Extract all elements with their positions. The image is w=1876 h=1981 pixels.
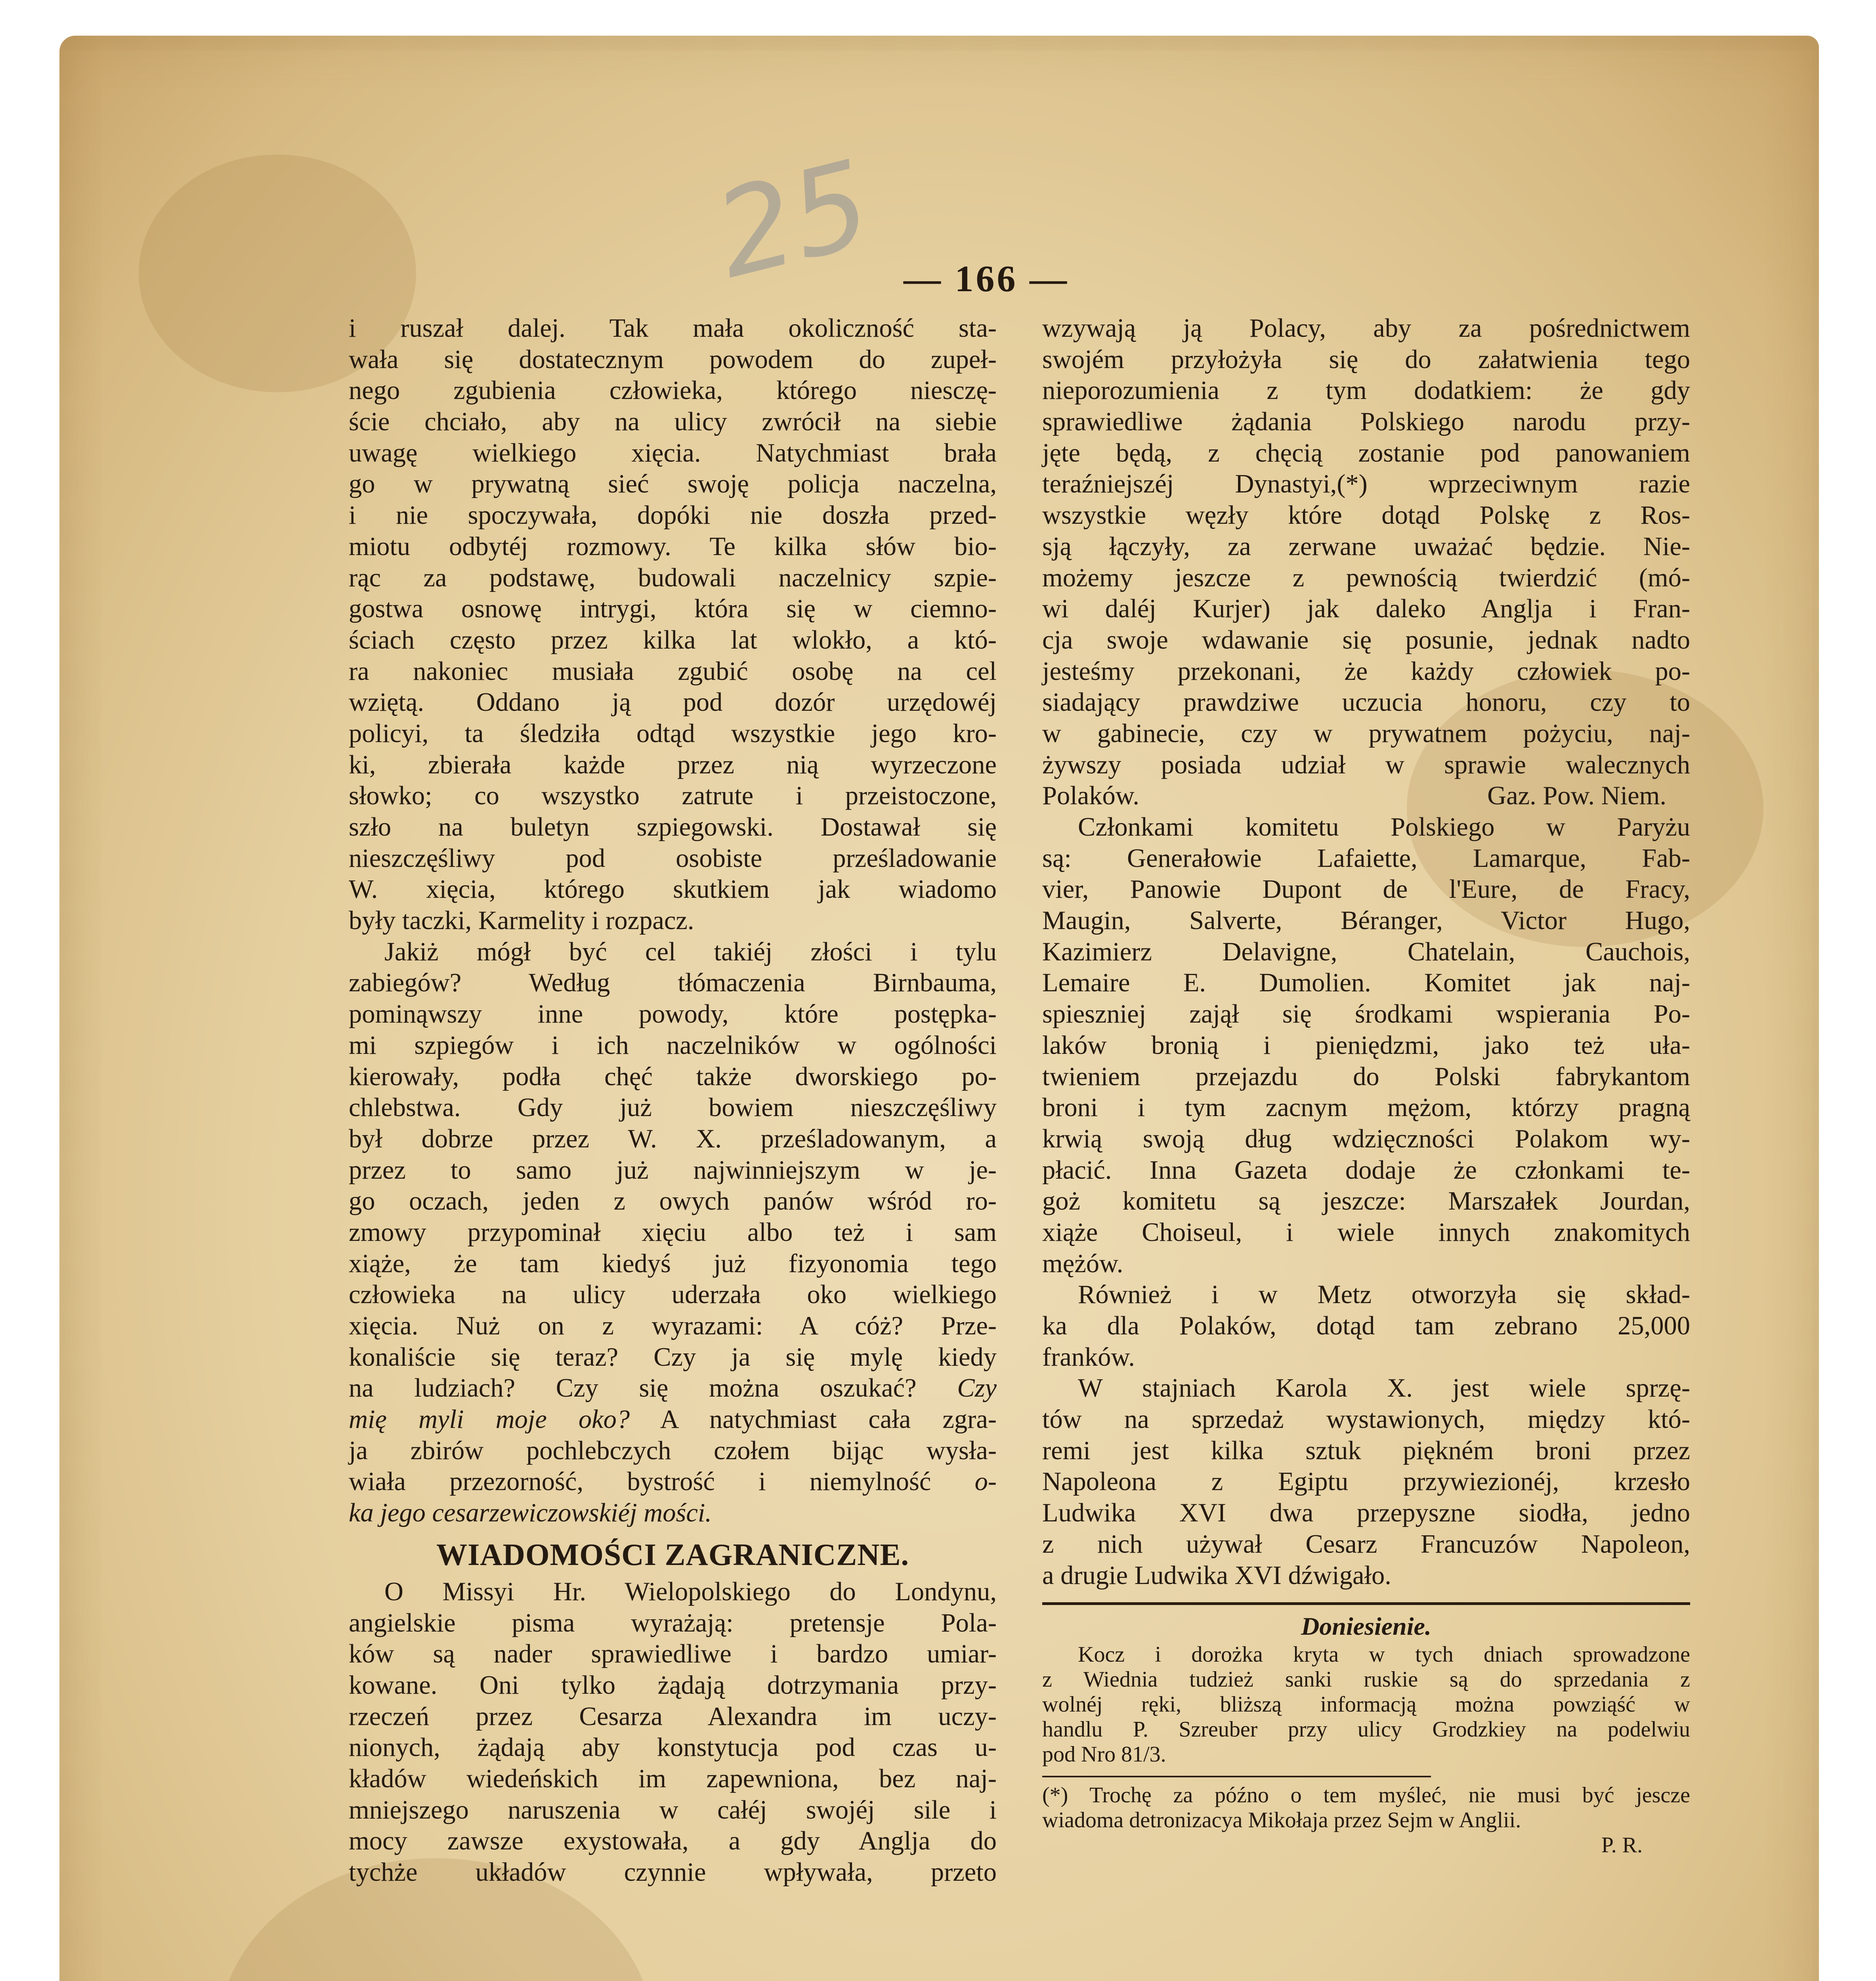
text-line: mężów.: [1042, 1249, 1123, 1278]
text-line: płacić. Inna Gazeta dodaje że członkami te-: [1042, 1155, 1690, 1185]
text-line: sją łączyły, za zerwane uważać będzie. Nie-: [1042, 532, 1690, 561]
right-paragraph-4: [1042, 1373, 1690, 1591]
text-line: tychże układów czynnie wpływała, przeto: [349, 1858, 997, 1887]
pencil-mark: 25: [703, 134, 883, 305]
text-line: na ludziach? Czy się można oszukać? Czy: [349, 1374, 997, 1403]
text-line: gostwa osnowę intrygi, która się w ciemno-: [349, 594, 997, 624]
text-line: ków są nader sprawiedliwe i bardzo umiar-: [349, 1639, 997, 1669]
text-line: były taczki, Karmelity i rozpacz.: [349, 906, 694, 935]
text-line: kierowały, podła chęć także dworskiego po-: [349, 1062, 997, 1091]
text-line: laków bronią i pieniędzmi, jako też uła-: [1042, 1031, 1690, 1060]
text-line: Kazimierz Delavigne, Chatelain, Cauchois,: [1042, 937, 1690, 966]
text-line: remi jest kilka sztuk piękném broni przez: [1042, 1436, 1690, 1465]
text-line: człowieka na ulicy uderzała oko wielkiego: [349, 1280, 997, 1309]
text-line: Lemaire E. Dumolien. Komitet jak naj-: [1042, 968, 1690, 998]
text-line: słowko; co wszystko zatrute i przeistoczone,: [349, 781, 997, 811]
text-line: przez to samo już najwinniejszym w je-: [349, 1155, 997, 1185]
text-line: ra nakoniec musiała zgubić osobę na cel: [349, 657, 997, 686]
text-line: zabiegów? Według tłómaczenia Birnbauma,: [349, 968, 997, 998]
text-line: z nich używał Cesarz Francuzów Napoleon,: [1042, 1529, 1690, 1559]
text-line: kładów wiedeńskich im zapewniona, bez naj-: [349, 1764, 997, 1793]
text-line: w gabinecie, czy w prywatnem pożyciu, naj-: [1042, 719, 1690, 748]
text-line: jesteśmy przekonani, że każdy człowiek po-: [1042, 657, 1690, 686]
text-line: policyi, ta śledziła odtąd wszystkie jego kro-: [349, 719, 997, 748]
text-line: xiąże Choiseul, i wiele innych znakomitych: [1042, 1218, 1690, 1247]
text-line: ki, zbierała każde przez nią wyrzeczone: [349, 750, 997, 779]
text-line: W stajniach Karola X. jest wiele sprzę-: [1078, 1374, 1690, 1403]
text-line: handlu P. Szreuber przy ulicy Grodzkiey na podelwiu: [1042, 1717, 1690, 1742]
text-line: mię myli moje oko? A natychmiast cała zgra-: [349, 1405, 997, 1434]
right-paragraph-1: [1042, 313, 1690, 781]
text-line: go w prywatną sieć swoję policja naczelna,: [349, 469, 997, 499]
text-line: są: Generałowie Lafaiette, Lamarque, Fab-: [1042, 844, 1690, 873]
text-line: nionych, żądają aby konstytucja pod czas u-: [349, 1733, 997, 1762]
text-line: go oczach, jeden z owych panów wśród ro-: [349, 1187, 997, 1216]
text-line: ście chciało, aby na ulicy zwrócił na siebie: [349, 407, 997, 437]
divider-rule: [1042, 1602, 1690, 1605]
text-line: W. xięcia, którego skutkiem jak wiadomo: [349, 875, 997, 904]
right-paragraph-2: [1042, 812, 1690, 1279]
section-heading: WIADOMOŚCI ZAGRANICZNE.: [436, 1537, 909, 1572]
text-line: broni i tym zacnym mężom, którzy pragną: [1042, 1093, 1690, 1122]
text-line: twieniem przejazdu do Polski fabrykantom: [1042, 1062, 1690, 1091]
text-line: angielskie pisma wyrażają: pretensje Pola-: [349, 1608, 997, 1637]
text-line: swojém przyłożyła się do załatwienia tego: [1042, 345, 1690, 374]
text-line: wiadoma detronizacya Mikołaja przez Sejm w Anglii.: [1042, 1808, 1521, 1833]
text-line: miotu odbytéj rozmowy. Te kilka słów bio-: [349, 532, 997, 561]
text-line: ka jego cesarzewiczowskiéj mości.: [349, 1498, 712, 1528]
text-line: nego zgubienia człowieka, którego niesczę-: [349, 376, 997, 405]
text-line: szło na buletyn szpiegowski. Dostawał się: [349, 813, 997, 842]
text-line: Ludwika XVI dwa przepyszne siodła, jedno: [1042, 1498, 1690, 1528]
text-line: mniejszego naruszenia w całéj swojéj sile i: [349, 1795, 997, 1825]
text-line: zmowy przypominał xięciu albo też i sam: [349, 1218, 997, 1247]
text-line: wziętą. Oddano ją pod dozór urzędowéj: [349, 688, 997, 717]
footnote-text: [1042, 1783, 1690, 1833]
text-line: goż komitetu są jeszcze: Marszałek Jourdan,: [1042, 1187, 1690, 1216]
text-line: krwią swoją dług wdzięczności Polakom wy-: [1042, 1124, 1690, 1153]
text-line: żywszy posiada udział w sprawie walecznych: [1042, 750, 1690, 779]
text-line: xięcia. Nuż on z wyrazami: A cóż? Prze-: [349, 1311, 997, 1340]
italic-text: Czy: [957, 1374, 997, 1403]
italic-text: o-: [974, 1467, 997, 1496]
text-line: xiąże, że tam kiedyś już fizyonomia tego: [349, 1249, 997, 1278]
text-line: tów na sprzedaż wystawionych, między któ-: [1042, 1405, 1690, 1434]
text-line: Również i w Metz otworzyła się skład-: [1078, 1280, 1690, 1309]
text-line: i nie spoczywała, dopóki nie doszła przed-: [349, 501, 997, 530]
text-line: pominąwszy inne powody, które postępka-: [349, 1000, 997, 1029]
text-line: konaliście się teraz? Czy ja się mylę kiedy: [349, 1342, 997, 1372]
text-line: możemy jeszcze z pewnością twierdzić (mó-: [1042, 563, 1690, 592]
text-line: teraźniejszéj Dynastyi,(*) wprzeciwnym razie: [1042, 469, 1690, 499]
text-line: ja zbirów pochlebczych czołem bijąc wysła-: [349, 1436, 997, 1465]
text-line: sprawiedliwe żądania Polskiego narodu przy-: [1042, 407, 1690, 437]
text-line: pod Nro 81/3.: [1042, 1742, 1166, 1767]
text-line: mocy zawsze exystowała, a gdy Anglja do: [349, 1826, 997, 1856]
text-line: nieszczęśliwy pod osobiste prześladowanie: [349, 844, 997, 873]
footnote-signature: P. R.: [1601, 1833, 1643, 1858]
text-line: rąc za podstawę, budowali naczelnicy szpie-: [349, 563, 997, 592]
text-line: O Missyi Hr. Wielopolskiego do Londynu,: [384, 1577, 997, 1606]
left-paragraph-3: [349, 1576, 997, 1888]
text-line: siadający prawdziwe uczucia honoru, czy to: [1042, 688, 1690, 717]
text-line: rzeczeń przez Cesarza Alexandra im uczy-: [349, 1702, 997, 1731]
text-line: Napoleona z Egiptu przywiezionéj, krzesło: [1042, 1467, 1690, 1496]
text-line: chlebstwa. Gdy już bowiem nieszczęśliwy: [349, 1093, 997, 1122]
text-line: nieporozumienia z tym dodatkiem: że gdy: [1042, 376, 1690, 405]
text-line: wszystkie węzły które dotąd Polskę z Ros-: [1042, 501, 1690, 530]
notice-text: [1042, 1642, 1690, 1767]
italic-text: mię myli moje oko?: [349, 1405, 630, 1434]
right-column: [1042, 313, 1690, 1858]
text-line: wzywają ją Polacy, aby za pośrednictwem: [1042, 314, 1690, 343]
text-line: wała się dostatecznym powodem do zupeł-: [349, 345, 997, 374]
left-column: [349, 313, 997, 1888]
text-line: wi daléj Kurjer) jak daleko Anglja i Fran-: [1042, 594, 1690, 624]
page-number: — 166 —: [904, 258, 1069, 300]
text-line: uwagę wielkiego xięcia. Natychmiast brała: [349, 438, 997, 468]
text-line: ka dla Polaków, dotąd tam zebrano 25,000: [1042, 1311, 1690, 1340]
text-line: ściach często przez kilka lat wlokło, a któ-: [349, 625, 997, 655]
text-line: (*) Trochę za późno o tem myśleć, nie musi być jescze: [1042, 1783, 1690, 1808]
text-line: a drugie Ludwika XVI dźwigało.: [1042, 1561, 1391, 1590]
text-line: franków.: [1042, 1342, 1135, 1372]
text-line: Jakiż mógł być cel takiéj złości i tylu: [384, 937, 997, 966]
text-line: wiała przezorność, bystrość i niemylność o-: [349, 1467, 997, 1496]
left-paragraph-1: [349, 313, 997, 937]
text-line: spieszniej zajął się środkami wspierania Po-: [1042, 1000, 1690, 1029]
text-line: mi szpiegów i ich naczelników w ogólności: [349, 1031, 997, 1060]
text-line: Kocz i dorożka kryta w tych dniach sprowadzone: [1078, 1642, 1690, 1667]
text-line: Maugin, Salverte, Béranger, Victor Hugo,: [1042, 906, 1690, 935]
text-line: jęte będą, z chęcią zostanie pod panowaniem: [1042, 438, 1690, 468]
text-line: Członkami komitetu Polskiego w Paryżu: [1078, 813, 1690, 842]
text-line: cja swoje wdawanie się posunie, jednak nadto: [1042, 625, 1690, 655]
text-line: kowane. Oni tylko żądają dotrzymania przy-: [349, 1670, 997, 1700]
text-line: z Wiednia tudzież sanki ruskie są do sprzedania z: [1042, 1667, 1690, 1692]
text-line: był dobrze przez W. X. prześladowanym, a: [349, 1124, 997, 1153]
notice-title: Doniesienie.: [1301, 1612, 1431, 1641]
source-line: Polaków. Gaz. Pow. Niem.: [1042, 781, 1690, 812]
text-line: wolnéj ręki, bliższą informacją można powziąść w: [1042, 1692, 1690, 1717]
text-line: i ruszał dalej. Tak mała okoliczność sta-: [349, 314, 997, 343]
footnote-rule: [1042, 1776, 1431, 1777]
right-paragraph-3: [1042, 1279, 1690, 1373]
left-paragraph-2: [349, 937, 997, 1373]
source-credit: Gaz. Pow. Niem.: [1487, 781, 1666, 811]
text-line: vier, Panowie Dupont de l'Eure, de Fracy,: [1042, 875, 1690, 904]
